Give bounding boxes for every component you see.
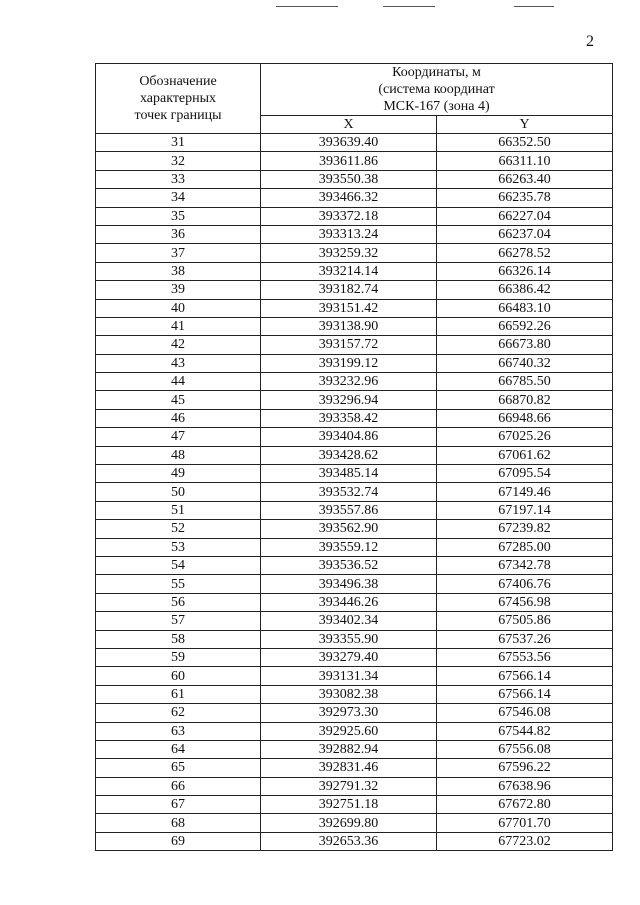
y-cell: 67456.98 (437, 593, 613, 611)
table-row (96, 722, 613, 740)
x-cell: 392699.80 (261, 814, 437, 832)
x-cell: 393151.42 (261, 299, 437, 317)
x-cell: 393279.40 (261, 648, 437, 666)
x-cell: 393496.38 (261, 575, 437, 593)
table-row (96, 134, 613, 152)
y-cell: 66278.52 (437, 244, 613, 262)
y-cell: 66352.50 (437, 134, 613, 152)
table-row (96, 501, 613, 519)
point-cell: 63 (96, 722, 261, 740)
table-row (96, 373, 613, 391)
y-cell: 67556.08 (437, 740, 613, 758)
x-cell: 393562.90 (261, 520, 437, 538)
y-cell: 66948.66 (437, 409, 613, 427)
x-cell: 393532.74 (261, 483, 437, 501)
table-row (96, 446, 613, 464)
point-cell: 47 (96, 428, 261, 446)
x-cell: 392973.30 (261, 704, 437, 722)
point-cell: 58 (96, 630, 261, 648)
scan-edge-line-right (514, 6, 554, 7)
x-cell: 393639.40 (261, 134, 437, 152)
table-row (96, 207, 613, 225)
x-cell: 392791.32 (261, 777, 437, 795)
x-cell: 392925.60 (261, 722, 437, 740)
point-cell: 67 (96, 796, 261, 814)
point-cell: 68 (96, 814, 261, 832)
point-cell: 45 (96, 391, 261, 409)
point-cell: 35 (96, 207, 261, 225)
x-cell: 393358.42 (261, 409, 437, 427)
x-cell: 393466.32 (261, 189, 437, 207)
table-row (96, 648, 613, 666)
point-cell: 39 (96, 281, 261, 299)
x-cell: 393296.94 (261, 391, 437, 409)
page-number: 2 (586, 33, 594, 50)
table-row (96, 630, 613, 648)
point-cell: 56 (96, 593, 261, 611)
table-row (96, 538, 613, 556)
y-cell: 67723.02 (437, 832, 613, 850)
y-cell: 67342.78 (437, 556, 613, 574)
coord-header-line: МСК-167 (зона 4) (383, 99, 490, 114)
table-row (96, 262, 613, 280)
x-cell: 393355.90 (261, 630, 437, 648)
point-cell: 48 (96, 446, 261, 464)
x-cell: 393372.18 (261, 207, 437, 225)
point-cell: 32 (96, 152, 261, 170)
y-cell: 67061.62 (437, 446, 613, 464)
x-cell: 392751.18 (261, 796, 437, 814)
point-cell: 60 (96, 667, 261, 685)
y-cell: 67638.96 (437, 777, 613, 795)
y-cell: 66592.26 (437, 317, 613, 335)
point-cell: 37 (96, 244, 261, 262)
table-row (96, 777, 613, 795)
y-cell: 66235.78 (437, 189, 613, 207)
point-cell: 59 (96, 648, 261, 666)
coordinates-header (261, 64, 613, 116)
y-cell: 66673.80 (437, 336, 613, 354)
x-cell: 393082.38 (261, 685, 437, 703)
y-cell: 67197.14 (437, 501, 613, 519)
table-row (96, 759, 613, 777)
x-cell: 393428.62 (261, 446, 437, 464)
y-cell: 66386.42 (437, 281, 613, 299)
y-cell: 67149.46 (437, 483, 613, 501)
table-row (96, 189, 613, 207)
table-row (96, 170, 613, 188)
y-cell: 67406.76 (437, 575, 613, 593)
point-cell: 54 (96, 556, 261, 574)
table-row (96, 575, 613, 593)
table-row (96, 556, 613, 574)
y-cell: 67285.00 (437, 538, 613, 556)
table-row (96, 391, 613, 409)
y-cell: 66237.04 (437, 225, 613, 243)
x-cell: 393214.14 (261, 262, 437, 280)
point-cell: 51 (96, 501, 261, 519)
point-cell: 65 (96, 759, 261, 777)
y-cell: 67672.80 (437, 796, 613, 814)
y-cell: 67505.86 (437, 612, 613, 630)
y-cell: 66263.40 (437, 170, 613, 188)
x-cell: 393611.86 (261, 152, 437, 170)
table-row (96, 612, 613, 630)
x-cell: 393199.12 (261, 354, 437, 372)
point-cell: 43 (96, 354, 261, 372)
point-cell: 33 (96, 170, 261, 188)
point-cell: 50 (96, 483, 261, 501)
table-row (96, 796, 613, 814)
table-row (96, 354, 613, 372)
x-cell: 393259.32 (261, 244, 437, 262)
coord-header-line: (система координат (378, 82, 495, 97)
table-row (96, 667, 613, 685)
y-cell: 67553.56 (437, 648, 613, 666)
coord-header-line: Координаты, м (392, 65, 481, 80)
x-cell: 393536.52 (261, 556, 437, 574)
point-column-header (96, 64, 261, 134)
y-cell: 67025.26 (437, 428, 613, 446)
table-row (96, 593, 613, 611)
table-row (96, 428, 613, 446)
x-cell: 392653.36 (261, 832, 437, 850)
table-row (96, 520, 613, 538)
y-cell: 67566.14 (437, 667, 613, 685)
y-cell: 66870.82 (437, 391, 613, 409)
y-cell: 66227.04 (437, 207, 613, 225)
point-cell: 42 (96, 336, 261, 354)
x-cell: 393557.86 (261, 501, 437, 519)
y-cell: 66326.14 (437, 262, 613, 280)
y-cell: 67239.82 (437, 520, 613, 538)
y-cell: 67596.22 (437, 759, 613, 777)
table-row (96, 281, 613, 299)
x-cell: 393157.72 (261, 336, 437, 354)
coordinates-table (95, 63, 613, 851)
table-row (96, 409, 613, 427)
point-cell: 55 (96, 575, 261, 593)
point-cell: 69 (96, 832, 261, 850)
point-header-line: Обозначение (139, 74, 217, 89)
table-row (96, 336, 613, 354)
point-cell: 64 (96, 740, 261, 758)
y-cell: 67546.08 (437, 704, 613, 722)
table-row (96, 832, 613, 850)
y-cell: 67701.70 (437, 814, 613, 832)
table-row (96, 244, 613, 262)
point-cell: 41 (96, 317, 261, 335)
scan-edge-line-mid (383, 6, 435, 7)
table-body (96, 134, 613, 851)
x-column-header: X (261, 116, 437, 134)
table-row (96, 740, 613, 758)
table-row (96, 814, 613, 832)
point-header-line: точек границы (134, 108, 222, 123)
x-cell: 393138.90 (261, 317, 437, 335)
y-cell: 66311.10 (437, 152, 613, 170)
table-row (96, 465, 613, 483)
point-cell: 61 (96, 685, 261, 703)
point-header-line: характерных (139, 91, 217, 106)
point-cell: 66 (96, 777, 261, 795)
table-row (96, 704, 613, 722)
point-cell: 34 (96, 189, 261, 207)
table-row (96, 685, 613, 703)
x-cell: 393131.34 (261, 667, 437, 685)
y-column-header: Y (437, 116, 613, 134)
point-cell: 31 (96, 134, 261, 152)
x-cell: 393232.96 (261, 373, 437, 391)
point-cell: 53 (96, 538, 261, 556)
point-cell: 46 (96, 409, 261, 427)
x-cell: 393446.26 (261, 593, 437, 611)
table-row (96, 317, 613, 335)
scan-edge-line-left (276, 6, 338, 7)
x-cell: 393550.38 (261, 170, 437, 188)
table-row (96, 225, 613, 243)
y-cell: 66785.50 (437, 373, 613, 391)
point-cell: 62 (96, 704, 261, 722)
x-cell: 393404.86 (261, 428, 437, 446)
y-cell: 67537.26 (437, 630, 613, 648)
point-cell: 52 (96, 520, 261, 538)
table-row (96, 483, 613, 501)
point-cell: 38 (96, 262, 261, 280)
point-cell: 40 (96, 299, 261, 317)
x-cell: 392831.46 (261, 759, 437, 777)
y-cell: 67095.54 (437, 465, 613, 483)
point-cell: 44 (96, 373, 261, 391)
x-cell: 393485.14 (261, 465, 437, 483)
x-cell: 392882.94 (261, 740, 437, 758)
x-cell: 393182.74 (261, 281, 437, 299)
y-cell: 66483.10 (437, 299, 613, 317)
point-cell: 36 (96, 225, 261, 243)
point-cell: 57 (96, 612, 261, 630)
x-cell: 393559.12 (261, 538, 437, 556)
y-cell: 67544.82 (437, 722, 613, 740)
x-cell: 393402.34 (261, 612, 437, 630)
table-row (96, 299, 613, 317)
y-cell: 67566.14 (437, 685, 613, 703)
x-cell: 393313.24 (261, 225, 437, 243)
point-cell: 49 (96, 465, 261, 483)
y-cell: 66740.32 (437, 354, 613, 372)
table-row (96, 152, 613, 170)
